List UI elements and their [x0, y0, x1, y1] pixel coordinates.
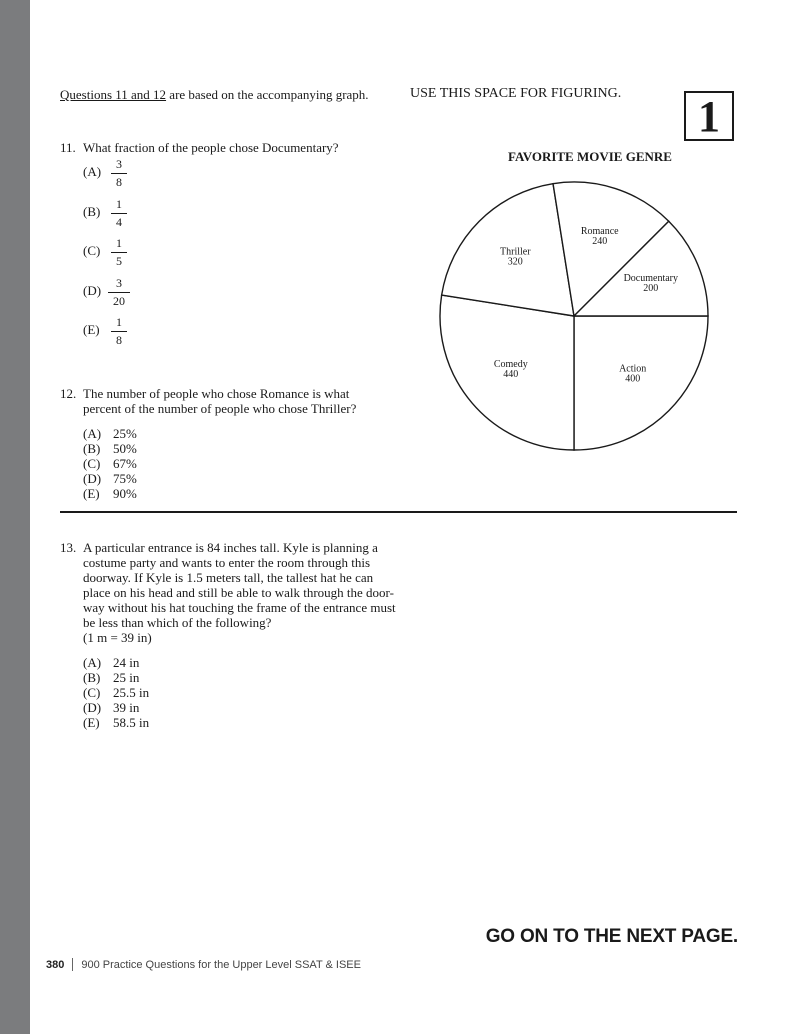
- option-11-a-fraction: [111, 157, 127, 190]
- question-11: [60, 140, 400, 156]
- option-11-c-fraction: [111, 236, 127, 269]
- fraction-denominator: 4: [116, 215, 122, 229]
- option-letter: (A): [83, 426, 102, 441]
- option-text: 24 in: [113, 655, 140, 670]
- fraction-numerator: 3: [108, 276, 130, 293]
- question-13: [60, 540, 420, 650]
- fraction-denominator: 20: [113, 294, 125, 308]
- option-text: 25.5 in: [113, 685, 150, 700]
- page-gutter: [0, 0, 30, 1034]
- question-text-line-2: costume party and wants to enter the room through this: [83, 555, 371, 570]
- answer-option[interactable]: [83, 426, 137, 441]
- footer-separator: [72, 958, 73, 971]
- option-text: 67%: [113, 456, 137, 471]
- answer-option[interactable]: [83, 456, 137, 471]
- next-page-notice: GO ON TO THE NEXT PAGE.: [485, 926, 738, 947]
- option-11-e-fraction: [111, 315, 127, 348]
- option-text: 75%: [113, 471, 137, 486]
- question-12: [60, 386, 400, 418]
- question-number: 11.: [60, 140, 76, 155]
- option-text: 90%: [113, 486, 137, 501]
- answer-option[interactable]: [83, 670, 149, 685]
- answer-option[interactable]: [83, 715, 149, 730]
- option-text: 50%: [113, 441, 137, 456]
- question-13-options: [83, 655, 149, 730]
- page-number: 380: [46, 958, 65, 971]
- answer-option[interactable]: [83, 655, 149, 670]
- option-text: 39 in: [113, 700, 140, 715]
- option-letter: (D): [83, 471, 102, 486]
- option-text: 58.5 in: [113, 715, 150, 730]
- fraction-numerator: 1: [111, 197, 127, 214]
- pie-slices: [440, 182, 708, 450]
- option-11-d-letter[interactable]: (D): [83, 283, 102, 298]
- question-number: 12.: [60, 386, 77, 401]
- intro-rest: are based on the accompanying graph.: [166, 87, 369, 102]
- option-letter: (A): [83, 655, 102, 670]
- question-text-line-4: place on his head and still be able to walk through the door-: [83, 585, 394, 600]
- pie-slice-action: [574, 316, 708, 450]
- question-text-line-5: way without his hat touching the frame of the entrance must: [83, 600, 396, 615]
- pie-label-comedy: Comedy 440: [493, 359, 528, 380]
- section-divider: [60, 511, 737, 513]
- answer-option[interactable]: [83, 685, 149, 700]
- option-letter: (B): [83, 441, 101, 456]
- section-number-box: 1: [684, 91, 734, 141]
- pie-label-action: Action 400: [619, 363, 647, 385]
- fraction-numerator: 1: [111, 315, 127, 332]
- fraction-numerator: 3: [111, 157, 127, 174]
- answer-option[interactable]: [83, 700, 149, 715]
- question-number: 13.: [60, 540, 77, 555]
- pie-chart: [436, 176, 716, 456]
- question-text-line-1: The number of people who chose Romance is what: [83, 386, 350, 401]
- question-text-line-3: doorway. If Kyle is 1.5 meters tall, the tallest hat he can: [83, 570, 374, 585]
- option-letter: (D): [83, 700, 102, 715]
- option-letter: (C): [83, 685, 101, 700]
- intro-underlined: Questions 11 and 12: [60, 87, 167, 102]
- option-11-b-fraction: [111, 197, 127, 230]
- pie-label-thriller: Thriller 320: [500, 246, 531, 268]
- fraction-denominator: 8: [116, 333, 122, 347]
- option-letter: (C): [83, 456, 101, 471]
- question-text-line-1: A particular entrance is 84 inches tall. Kyle is planning a: [83, 540, 378, 555]
- option-11-b-letter[interactable]: (B): [83, 204, 101, 219]
- pie-label-documentary: Documentary 200: [623, 273, 679, 295]
- option-text: 25%: [113, 426, 137, 441]
- answer-option[interactable]: [83, 486, 137, 501]
- question-text-line-7: (1 m = 39 in): [83, 630, 152, 645]
- fraction-denominator: 5: [116, 254, 122, 268]
- book-title: 900 Practice Questions for the Upper Level SSAT & ISEE: [81, 958, 361, 971]
- fraction-denominator: 8: [116, 175, 122, 189]
- option-11-a-letter[interactable]: (A): [83, 164, 102, 179]
- option-text: 25 in: [113, 670, 140, 685]
- answer-option[interactable]: [83, 441, 137, 456]
- option-letter: (E): [83, 486, 100, 501]
- question-text: What fraction of the people chose Documentary?: [83, 140, 339, 155]
- question-text-line-6: be less than which of the following?: [83, 615, 272, 630]
- page-footer: [46, 958, 361, 971]
- figuring-label: USE THIS SPACE FOR FIGURING.: [410, 86, 622, 101]
- pie-label-romance: Romance 240: [580, 226, 619, 247]
- option-letter: (E): [83, 715, 100, 730]
- question-12-options: [83, 426, 137, 501]
- chart-title: FAVORITE MOVIE GENRE: [508, 149, 672, 164]
- questions-intro: [60, 87, 369, 103]
- question-text-line-2: percent of the number of people who chose Thriller?: [83, 401, 357, 416]
- option-11-c-letter[interactable]: (C): [83, 243, 101, 258]
- option-letter: (B): [83, 670, 101, 685]
- option-11-d-fraction: [108, 276, 130, 309]
- option-11-e-letter[interactable]: (E): [83, 322, 100, 337]
- fraction-numerator: 1: [111, 236, 127, 253]
- answer-option[interactable]: [83, 471, 137, 486]
